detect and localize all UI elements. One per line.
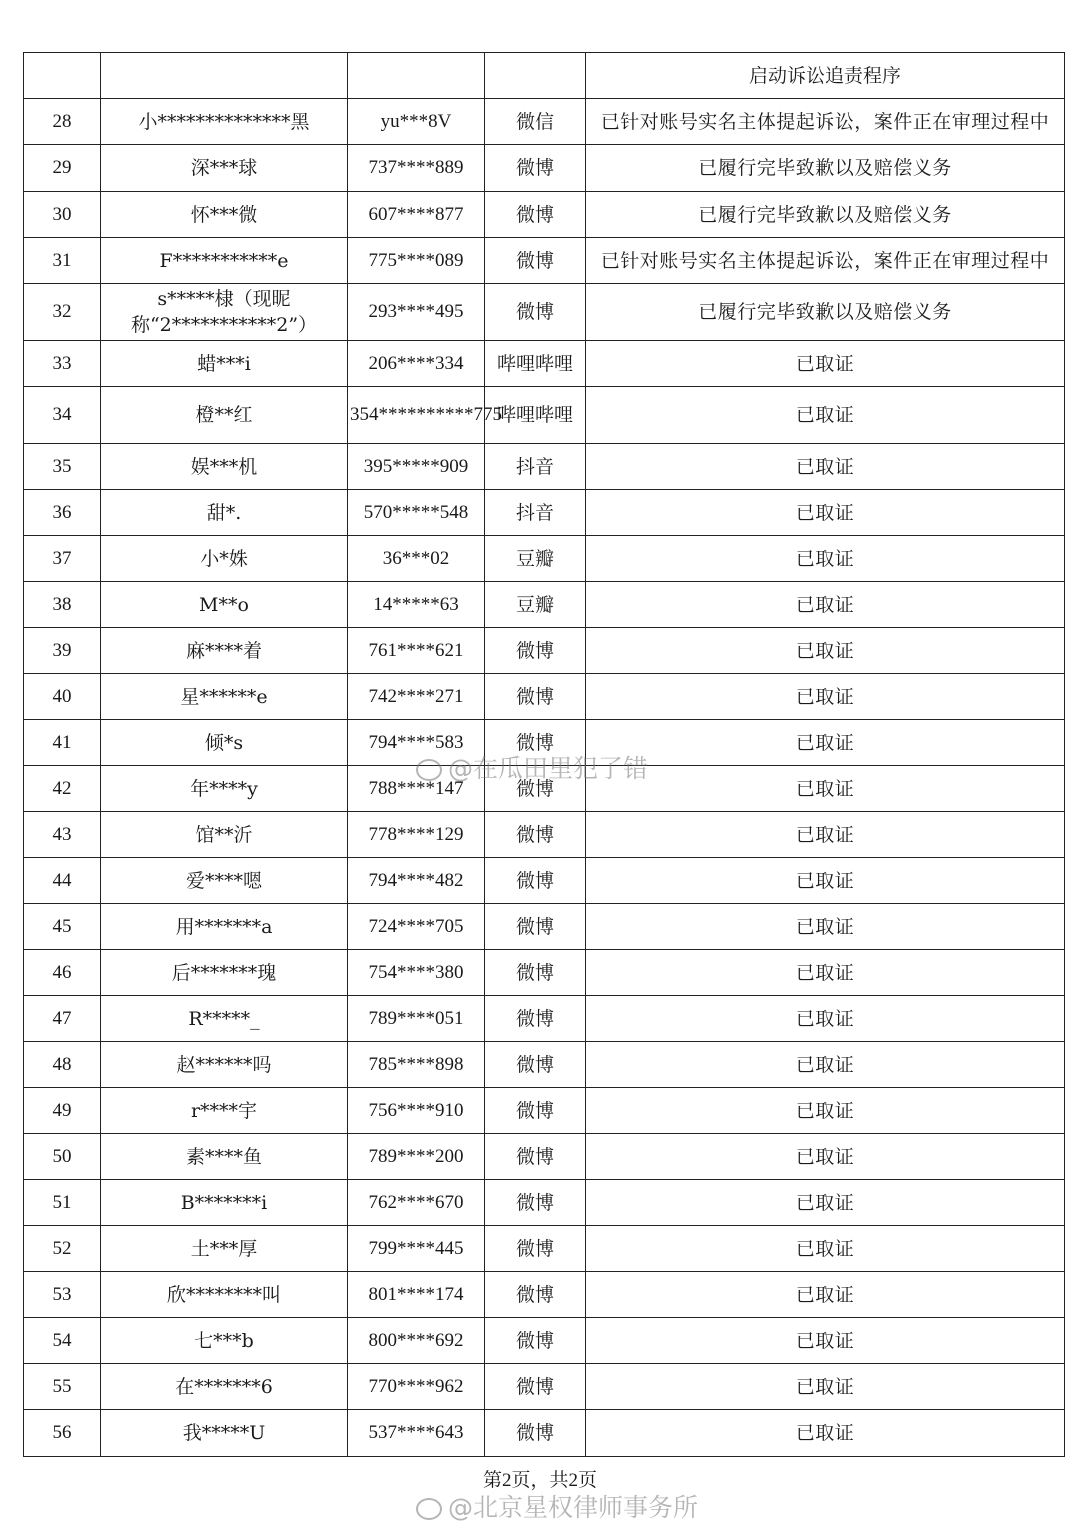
cell-no: 45 [24, 904, 101, 950]
table-header-row [24, 53, 1065, 99]
cell-platform: 微博 [485, 996, 586, 1042]
cell-id: 354**********775 [348, 387, 485, 444]
cell-no: 28 [24, 99, 101, 145]
cell-name: M**o [101, 582, 348, 628]
cell-no: 33 [24, 341, 101, 387]
page-number: 第2页，共2页 [482, 1470, 597, 1491]
cell-id: 756****910 [348, 1088, 485, 1134]
cell-no: 30 [24, 192, 101, 238]
cell-status: 已取证 [586, 536, 1065, 582]
cell-name: s*****棣（现昵称“2***********2”） [101, 284, 348, 341]
table-row [24, 950, 1065, 996]
cell-no: 37 [24, 536, 101, 582]
cell-no: 56 [24, 1410, 101, 1457]
cell-status: 已取证 [586, 582, 1065, 628]
cell-id: 794****583 [348, 720, 485, 766]
table-row [24, 1042, 1065, 1088]
cell-name: 娱***机 [101, 444, 348, 490]
cell-name: 倾*s [101, 720, 348, 766]
cell-id: 395*****909 [348, 444, 485, 490]
cell-id: 607****877 [348, 192, 485, 238]
cell-no: 49 [24, 1088, 101, 1134]
cell-platform: 豆瓣 [485, 536, 586, 582]
cell-id: 789****051 [348, 996, 485, 1042]
cell-no: 40 [24, 674, 101, 720]
table-row [24, 99, 1065, 145]
cell-platform: 微博 [485, 904, 586, 950]
cell-no: 39 [24, 628, 101, 674]
cell-status: 已取证 [586, 812, 1065, 858]
cell-id: yu***8V [348, 99, 485, 145]
cell-no: 54 [24, 1318, 101, 1364]
cell-name: 土***厚 [101, 1226, 348, 1272]
cell-id: 799****445 [348, 1226, 485, 1272]
table-row [24, 1272, 1065, 1318]
cell-platform: 微博 [485, 766, 586, 812]
cell-name: r****宇 [101, 1088, 348, 1134]
header-cell-platform [485, 53, 586, 99]
weibo-logo-icon [416, 1498, 442, 1520]
cell-name: 小*姝 [101, 536, 348, 582]
cell-no: 32 [24, 284, 101, 341]
table-row [24, 536, 1065, 582]
cell-name: 欣********叫 [101, 1272, 348, 1318]
cell-status: 已取证 [586, 1088, 1065, 1134]
table-row [24, 192, 1065, 238]
cell-platform: 微博 [485, 950, 586, 996]
cell-status: 已取证 [586, 628, 1065, 674]
cell-name: 蜡***i [101, 341, 348, 387]
cell-no: 47 [24, 996, 101, 1042]
cell-status: 已取证 [586, 674, 1065, 720]
cell-platform: 微博 [485, 1180, 586, 1226]
cell-name: 麻****着 [101, 628, 348, 674]
cell-status: 已取证 [586, 1180, 1065, 1226]
table-row [24, 674, 1065, 720]
cell-platform: 豆瓣 [485, 582, 586, 628]
cell-id: 794****482 [348, 858, 485, 904]
cell-platform: 微博 [485, 1226, 586, 1272]
cell-status: 已取证 [586, 996, 1065, 1042]
cell-id: 775****089 [348, 238, 485, 284]
cell-platform: 微博 [485, 720, 586, 766]
cell-status: 已履行完毕致歉以及赔偿义务 [586, 145, 1065, 192]
cell-id: 724****705 [348, 904, 485, 950]
table-row [24, 582, 1065, 628]
cell-platform: 微博 [485, 858, 586, 904]
cell-id: 14*****63 [348, 582, 485, 628]
cell-platform: 微博 [485, 1042, 586, 1088]
cell-no: 52 [24, 1226, 101, 1272]
table-row [24, 387, 1065, 444]
cell-platform: 微博 [485, 192, 586, 238]
cell-id: 761****621 [348, 628, 485, 674]
cell-name: 馆**沂 [101, 812, 348, 858]
cell-id: 36***02 [348, 536, 485, 582]
cell-status: 已履行完毕致歉以及赔偿义务 [586, 192, 1065, 238]
header-cell-name [101, 53, 348, 99]
cell-no: 42 [24, 766, 101, 812]
cell-name: 深***球 [101, 145, 348, 192]
cell-no: 31 [24, 238, 101, 284]
table-row [24, 858, 1065, 904]
table-row [24, 1134, 1065, 1180]
table-row [24, 1364, 1065, 1410]
cell-platform: 哔哩哔哩 [485, 387, 586, 444]
cell-status: 已取证 [586, 1134, 1065, 1180]
cell-platform: 微博 [485, 812, 586, 858]
cell-platform: 微博 [485, 284, 586, 341]
cell-no: 29 [24, 145, 101, 192]
table-row [24, 1410, 1065, 1457]
cell-id: 762****670 [348, 1180, 485, 1226]
cell-name: 七***b [101, 1318, 348, 1364]
cell-id: 788****147 [348, 766, 485, 812]
cell-name: 星******e [101, 674, 348, 720]
cell-platform: 微博 [485, 145, 586, 192]
table-row [24, 1180, 1065, 1226]
table-row [24, 1088, 1065, 1134]
cell-status: 已取证 [586, 720, 1065, 766]
cell-status: 已取证 [586, 858, 1065, 904]
cell-platform: 微信 [485, 99, 586, 145]
cell-id: 801****174 [348, 1272, 485, 1318]
cell-id: 800****692 [348, 1318, 485, 1364]
cell-id: 742****271 [348, 674, 485, 720]
cell-status: 已取证 [586, 1226, 1065, 1272]
cell-id: 754****380 [348, 950, 485, 996]
cell-id: 537****643 [348, 1410, 485, 1457]
table-row [24, 812, 1065, 858]
cell-platform: 微博 [485, 1088, 586, 1134]
cell-platform: 微博 [485, 674, 586, 720]
table-row [24, 904, 1065, 950]
table-row [24, 628, 1065, 674]
cell-id: 778****129 [348, 812, 485, 858]
cell-status: 已取证 [586, 766, 1065, 812]
cell-no: 55 [24, 1364, 101, 1410]
cell-name: 在*******6 [101, 1364, 348, 1410]
cell-id: 293****495 [348, 284, 485, 341]
cell-name: 素****鱼 [101, 1134, 348, 1180]
cell-name: 甜*. [101, 490, 348, 536]
cell-no: 41 [24, 720, 101, 766]
cell-id: 785****898 [348, 1042, 485, 1088]
cell-no: 53 [24, 1272, 101, 1318]
table-row [24, 490, 1065, 536]
cell-name: 用*******a [101, 904, 348, 950]
cell-platform: 抖音 [485, 490, 586, 536]
cell-platform: 微博 [485, 1272, 586, 1318]
cell-status: 已取证 [586, 444, 1065, 490]
cell-platform: 抖音 [485, 444, 586, 490]
cell-id: 206****334 [348, 341, 485, 387]
cell-name: 爱****嗯 [101, 858, 348, 904]
cell-no: 34 [24, 387, 101, 444]
cell-status: 已履行完毕致歉以及赔偿义务 [586, 284, 1065, 341]
cell-no: 50 [24, 1134, 101, 1180]
cell-platform: 微博 [485, 1364, 586, 1410]
table-row [24, 996, 1065, 1042]
cell-platform: 微博 [485, 1318, 586, 1364]
cell-no: 46 [24, 950, 101, 996]
cell-name: 我*****U [101, 1410, 348, 1457]
cell-platform: 微博 [485, 628, 586, 674]
cell-name: 怀***微 [101, 192, 348, 238]
cell-platform: 微博 [485, 1134, 586, 1180]
table-row [24, 1226, 1065, 1272]
cell-status: 已取证 [586, 387, 1065, 444]
cell-id: 570*****548 [348, 490, 485, 536]
cell-status: 已针对账号实名主体提起诉讼，案件正在审理过程中 [586, 238, 1065, 284]
cell-status: 已取证 [586, 904, 1065, 950]
cell-platform: 微博 [485, 238, 586, 284]
table-row [24, 1318, 1065, 1364]
cell-id: 770****962 [348, 1364, 485, 1410]
cell-name: 后*******瑰 [101, 950, 348, 996]
watermark-bottom: @北京星权律师事务所 [416, 1488, 698, 1524]
table-row [24, 444, 1065, 490]
cell-name: 赵******吗 [101, 1042, 348, 1088]
cell-id: 737****889 [348, 145, 485, 192]
cell-name: B*******i [101, 1180, 348, 1226]
header-cell-status: 启动诉讼追责程序 [586, 53, 1065, 99]
cell-no: 36 [24, 490, 101, 536]
cell-name: 橙**红 [101, 387, 348, 444]
cell-status: 已针对账号实名主体提起诉讼，案件正在审理过程中 [586, 99, 1065, 145]
cell-status: 已取证 [586, 1318, 1065, 1364]
cell-name: 年****y [101, 766, 348, 812]
cell-name: 小**************黑 [101, 99, 348, 145]
cell-status: 已取证 [586, 1364, 1065, 1410]
cell-name: F***********e [101, 238, 348, 284]
cell-platform: 微博 [485, 1410, 586, 1457]
header-cell-no [24, 53, 101, 99]
cell-platform: 哔哩哔哩 [485, 341, 586, 387]
cell-status: 已取证 [586, 490, 1065, 536]
cell-no: 43 [24, 812, 101, 858]
cell-status: 已取证 [586, 950, 1065, 996]
watermark-middle: @在瓜田里犯了错 [416, 749, 648, 785]
cell-no: 48 [24, 1042, 101, 1088]
cell-no: 44 [24, 858, 101, 904]
table-row [24, 284, 1065, 341]
cell-name: R*****_ [101, 996, 348, 1042]
table-row [24, 341, 1065, 387]
cell-status: 已取证 [586, 1272, 1065, 1318]
table-row [24, 238, 1065, 284]
weibo-logo-icon [416, 759, 442, 781]
cell-no: 38 [24, 582, 101, 628]
cell-status: 已取证 [586, 1410, 1065, 1457]
table-row [24, 145, 1065, 192]
header-cell-id [348, 53, 485, 99]
cell-status: 已取证 [586, 341, 1065, 387]
cell-no: 35 [24, 444, 101, 490]
cell-no: 51 [24, 1180, 101, 1226]
cell-id: 789****200 [348, 1134, 485, 1180]
cell-status: 已取证 [586, 1042, 1065, 1088]
